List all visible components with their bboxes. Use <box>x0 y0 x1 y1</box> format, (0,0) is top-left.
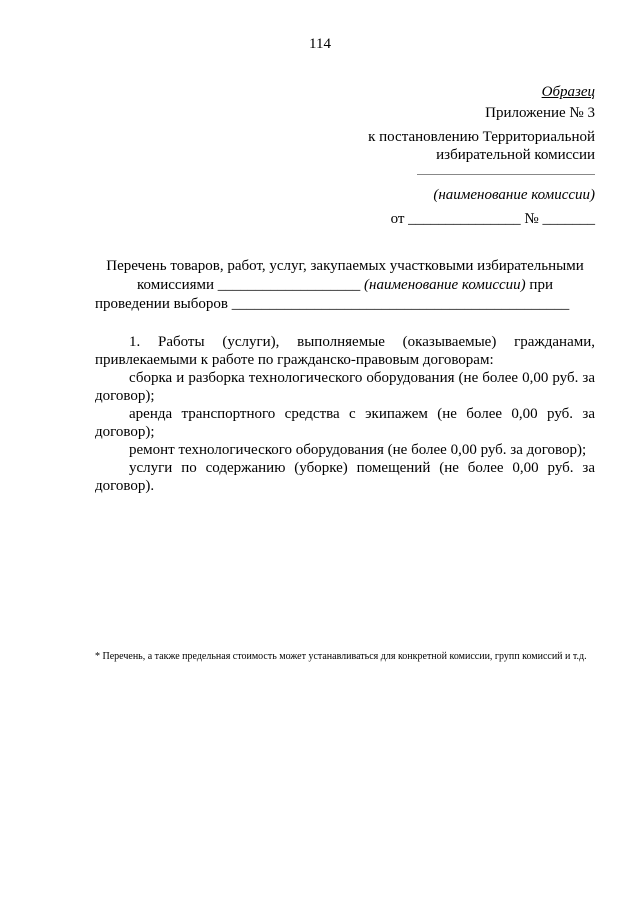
body-paragraph-4: ремонт технологического оборудования (не более 0,00 руб. за договор); <box>129 442 587 458</box>
body-paragraph-2: сборка и разборка технологического оборудования (не более 0,00 руб. за договор); <box>95 370 595 404</box>
sample-label: Образец <box>541 84 595 100</box>
title-line-3: проведении выборов _____________________________________________ <box>95 296 570 312</box>
body-paragraph-5: услуги по содержанию (уборке) помещений (не более 0,00 руб. за договор). <box>95 460 595 494</box>
title-line-2-end: при <box>525 277 553 293</box>
date-number-line: от _______________ № _______ <box>390 211 595 227</box>
title-line-1: Перечень товаров, работ, услуг, закупаемых участковыми избирательными <box>106 258 584 274</box>
title-line-2-start: комиссиями ___________________ <box>137 277 365 293</box>
footnote: * Перечень, а также предельная стоимость может устанавливаться для конкретной комиссии, групп комиссий и т.д. <box>95 651 587 662</box>
title-line-2 <box>95 276 595 295</box>
commission-name-line <box>417 174 595 175</box>
appendix-label: Приложение № 3 <box>485 105 595 121</box>
document-title <box>95 257 595 314</box>
document-body <box>95 333 595 495</box>
body-paragraph-1: 1. Работы (услуги), выполняемые (оказываемые) гражданами, привлекаемыми к работе по гражданско-правовым договорам: <box>95 334 595 368</box>
page-number: 114 <box>309 36 331 52</box>
decree-line-2: избирательной комиссии <box>436 147 595 163</box>
commission-caption: (наименование комиссии) <box>433 187 595 203</box>
decree-line-1: к постановлению Территориальной <box>368 129 595 145</box>
title-commission-caption: (наименование комиссии) <box>364 277 526 293</box>
body-paragraph-3: аренда транспортного средства с экипажем (не более 0,00 руб. за договор); <box>95 406 595 440</box>
